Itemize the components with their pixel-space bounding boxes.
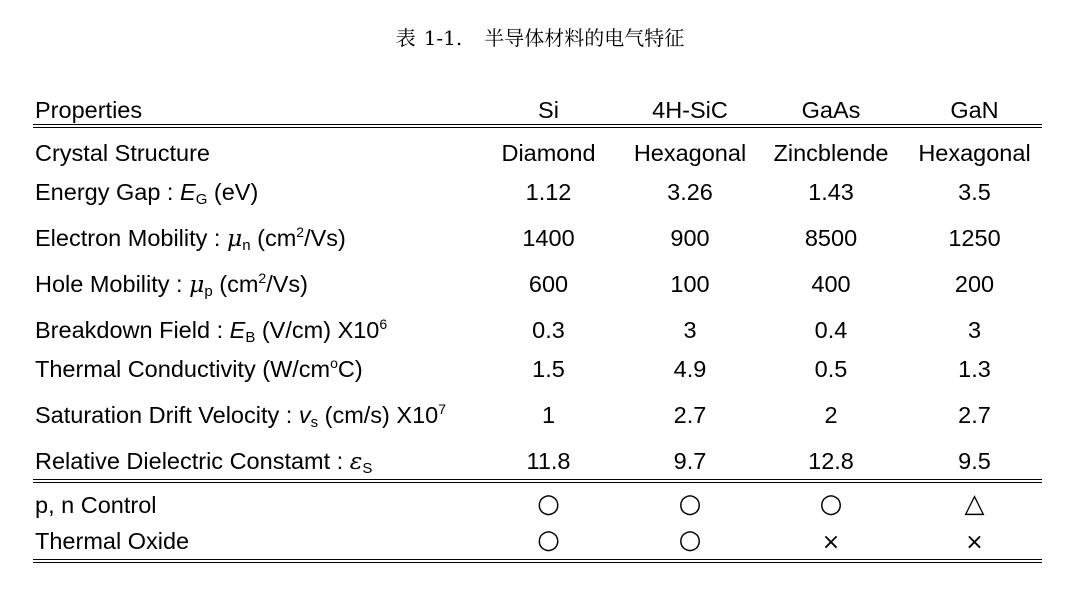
row-label: Thermal Oxide [35, 528, 190, 554]
cell-si: 0.3 [532, 317, 565, 343]
label-unit: (cm/s) X10 [318, 402, 439, 428]
cell-gaas: × [821, 530, 841, 555]
cell-si: 1 [541, 402, 556, 428]
table-caption [0, 22, 1080, 51]
row-label [33, 270, 472, 298]
header-gan: GaN [950, 97, 999, 123]
label-text: Electron Mobility : [35, 225, 227, 251]
cell-si: 1400 [522, 225, 575, 251]
cell-si: 1.12 [525, 179, 572, 205]
table-row-breakdown-field [33, 298, 1042, 344]
bottom-double-rule [33, 559, 1042, 563]
table-row-hole-mobility [33, 252, 1042, 298]
label-text: Energy Gap : [35, 179, 180, 205]
cell-si: 1.5 [532, 356, 565, 382]
table-header-row [33, 92, 1042, 124]
cell-4h-sic: Hexagonal [633, 140, 747, 166]
cell-si: ○ [537, 525, 560, 555]
label-unit: (eV) [207, 179, 259, 205]
cell-gan: 1250 [948, 225, 1001, 251]
label-subscript: G [195, 191, 208, 208]
table-row-thermal-oxide [33, 519, 1042, 555]
cell-gaas: 2 [824, 402, 838, 428]
label-superscript: 2 [258, 270, 267, 286]
cell-4h-sic: 3.26 [667, 179, 713, 205]
table-row-crystal-structure [33, 128, 1042, 167]
properties-table [33, 92, 1042, 563]
cell-gan: 3.5 [958, 179, 991, 205]
table-row-relative-dielectric-constant [33, 429, 1042, 475]
label-subscript: p [204, 283, 213, 300]
label-text: Saturation Drift Velocity : [35, 402, 299, 428]
cell-gan: △ [964, 489, 985, 519]
cell-4h-sic: 9.7 [673, 448, 707, 474]
cell-gaas: ○ [819, 489, 843, 519]
label-text: Hole Mobility : [35, 271, 190, 297]
cell-gan: 2.7 [958, 402, 991, 428]
label-superscript: 7 [438, 401, 447, 417]
cell-gan: × [965, 530, 984, 555]
row-label [33, 402, 472, 429]
label-unit: (cm [250, 225, 297, 251]
label-subscript: B [245, 329, 256, 346]
label-unit: (V/cm) X10 [255, 317, 380, 343]
label-text: Thermal Conductivity (W/cm [35, 356, 331, 382]
label-symbol: E [229, 317, 246, 343]
label-text: Breakdown Field : [35, 317, 230, 343]
row-label: Crystal Structure [35, 140, 210, 166]
cell-4h-sic: 900 [670, 225, 710, 251]
header-properties: Properties [35, 97, 143, 123]
cell-gaas: 1.43 [808, 179, 854, 205]
cell-4h-sic: 2.7 [673, 402, 707, 428]
label-subscript: S [362, 460, 373, 477]
cell-gaas: Zincblende [773, 140, 889, 166]
label-symbol: E [180, 179, 196, 205]
label-superscript: 6 [379, 316, 388, 332]
cell-gan: 1.3 [958, 356, 991, 382]
row-label [33, 356, 472, 383]
label-unit-tail: /Vs) [304, 225, 346, 251]
label-superscript: 2 [296, 224, 305, 240]
row-label [33, 317, 472, 344]
cell-si: Diamond [501, 140, 596, 166]
cell-4h-sic: 3 [683, 317, 697, 343]
label-symbol: ε [349, 447, 363, 475]
caption-number: 1-1. [423, 26, 463, 50]
row-label [33, 224, 472, 252]
row-label: p, n Control [35, 492, 157, 518]
cell-4h-sic: 100 [670, 271, 710, 297]
cell-si: 600 [528, 271, 569, 297]
table-row-pn-control [33, 483, 1042, 519]
cell-4h-sic: 4.9 [673, 356, 707, 382]
table-row-thermal-conductivity [33, 344, 1042, 383]
row-label [33, 447, 472, 475]
caption-text: 半导体材料的电气特征 [484, 26, 685, 50]
label-symbol: μ [189, 270, 205, 298]
label-text: Relative Dielectric Constamt : [35, 448, 350, 474]
cell-4h-sic: ○ [678, 489, 702, 519]
cell-gan: Hexagonal [918, 140, 1031, 166]
row-label [33, 179, 472, 206]
cell-gaas: 400 [811, 271, 851, 297]
label-symbol: v [298, 402, 311, 428]
cell-si: ○ [537, 489, 560, 519]
cell-4h-sic: ○ [678, 525, 702, 555]
header-gaas: GaAs [801, 97, 861, 123]
table-row-electron-mobility [33, 206, 1042, 252]
caption-prefix: 表 [395, 26, 416, 50]
cell-gaas: 0.4 [814, 317, 848, 343]
cell-gaas: 8500 [804, 225, 858, 251]
label-unit-tail: /Vs) [266, 271, 308, 297]
cell-si: 11.8 [526, 448, 571, 474]
label-superscript: o [330, 355, 338, 371]
cell-gan: 3 [967, 317, 982, 343]
label-subscript: n [242, 237, 251, 254]
cell-gan: 200 [954, 271, 995, 297]
cell-gaas: 12.8 [808, 448, 854, 474]
table-row-saturation-drift-velocity [33, 383, 1042, 429]
header-4h-sic: 4H-SiC [652, 97, 728, 123]
header-si: Si [538, 97, 559, 123]
label-unit: (cm [212, 271, 259, 297]
label-unit-tail: C) [337, 356, 363, 382]
cell-gaas: 0.5 [814, 356, 848, 382]
table-row-energy-gap [33, 167, 1042, 206]
label-subscript: s [310, 414, 319, 431]
label-symbol: μ [226, 224, 243, 252]
cell-gan: 9.5 [958, 448, 991, 474]
